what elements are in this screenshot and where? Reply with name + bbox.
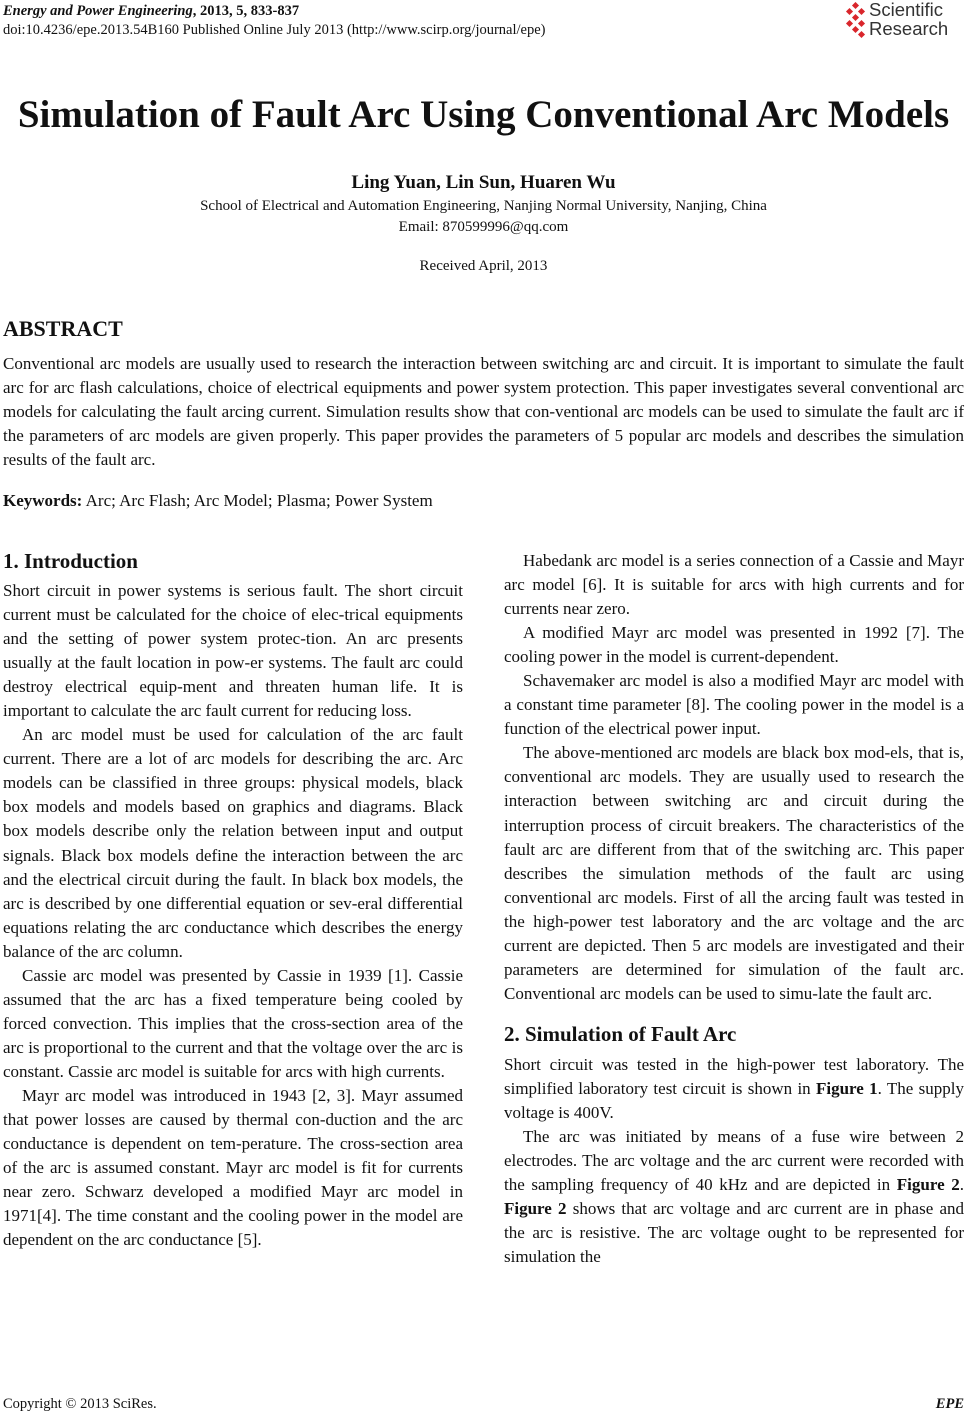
figure-1-reference[interactable]: Figure 1: [815, 1078, 878, 1098]
keywords: [3, 491, 433, 511]
paragraph: Mayr arc model was introduced in 1943 [2, 3]. Mayr assumed that power losses are caused by thermal con-duction and the arc conductance is dependent on tem-perature. The cross-section area of the arc is assumed constant. Mayr arc model is fit for currents near zero. Schwarz developed a modified Mayr arc model in 1971[4]. The time constant and the cooling power in the model are dependent on the arc conductance [5].: [3, 1085, 463, 1250]
logo-line-1: Scientific: [869, 0, 944, 20]
doi-line: doi:10.4236/epe.2013.54B160 Published Online July 2013 (http://www.scirp.org/journal/epe): [3, 22, 546, 38]
paragraph: [504, 1053, 964, 1125]
logo-text: [869, 0, 948, 38]
journal-name: Energy and Power Engineering: [3, 3, 193, 19]
logo-line-2: Research: [869, 18, 949, 39]
text-run: . The supply voltage is 400V.: [504, 1078, 964, 1122]
keywords-label: Keywords:: [3, 491, 83, 510]
publisher-logo: [845, 0, 965, 44]
affiliation-block: [0, 196, 967, 238]
paragraph: Short circuit in power systems is serious fault. The short circuit current must be calculated for the choice of elec-trical equipments and the setting of power system protec-tion. An arc presents usually at the fault location in pow-er systems. The fault arc could destroy electrical equip-ment and threaten human life. It is important to calculate the arc fault current for reducing loss.: [3, 581, 463, 721]
section-heading-simulation: 2. Simulation of Fault Arc: [504, 1021, 737, 1046]
paragraph: An arc model must be used for calculation of the arc fault current. There are a lot of arc models for describing the arc. Arc models can be classified in three groups: physical models, black box models and models based on graphics and diagrams. Black box models describe only the relation between input and output signals. Black box models define the interaction between the arc and the electrical circuit during the fault. In black box models, the arc is described by one differential equation or sev-eral differential equations relating the arc conductance which describes the energy balance of the arc column.: [3, 725, 463, 961]
paragraph: Schavemaker arc model is also a modified Mayr arc model with a constant time parameter [8]. The cooling power in the model is a function of the electrical power input.: [504, 671, 964, 739]
text-run: The arc was initiated by means of a fuse wire between 2 electrodes. The arc voltage and the arc current were recorded with the sampling frequency of 40 kHz and are depicted in: [504, 1127, 964, 1195]
figure-2-reference[interactable]: Figure 2: [504, 1199, 567, 1219]
running-header: [3, 2, 546, 40]
authors: Ling Yuan, Lin Sun, Huaren Wu: [351, 172, 616, 193]
journal-citation: [3, 2, 546, 21]
right-column: [504, 549, 964, 1269]
text-run: Short circuit was tested in the high-power test laboratory. The simplified laboratory test circuit is shown in: [504, 1054, 964, 1098]
text-run: .: [959, 1175, 964, 1195]
paragraph: The above-mentioned arc models are black box mod-els, that is, conventional arc models. They are usually used to research the interaction between switching arc and circuit during the interruption process of circuit breakers. The characteristics of the fault arc are different from that of the switching arc. This paper describes the simulation methods of the fault arc using conventional arc models. First of all the arcing fault was tested in the high-power test laboratory and the arc voltage and the arc current are depicted. Then 5 arc models are investigated and their parameters are determined for simulation of the fault arc. Conventional arc models can be used to simu-late the fault arc.: [504, 743, 964, 1003]
section-heading-introduction: 1. Introduction: [3, 549, 138, 573]
abstract-text: Conventional arc models are usually used to research the interaction between switching arc and circuit. It is important to simulate the fault arc for arc flash calculations, choice of electrical equipments and power system protection. This paper investigates several conventional arc models for calculating the fault arcing current. Simulation results show that con-ventional arc models can be used to simulate the fault arc if the parameters of arc models are given properly. This paper provides the parameters of 5 popular arc models and describes the simulation results of the fault arc.: [3, 354, 964, 469]
journal-volume-pages: , 2013, 5, 833-837: [192, 3, 300, 19]
figure-2-reference[interactable]: Figure 2: [896, 1175, 960, 1195]
paragraph: Habedank arc model is a series connection of a Cassie and Mayr arc model [6]. It is suitable for arcs with high currents and for currents near zero.: [504, 551, 964, 619]
keywords-list: Arc; Arc Flash; Arc Model; Plasma; Power System: [82, 491, 433, 510]
email: Email: 870599996@qq.com: [398, 219, 569, 235]
affiliation: School of Electrical and Automation Engineering, Nanjing Normal University, Nanjing, China: [200, 198, 767, 214]
paragraph: Cassie arc model was presented by Cassie in 1939 [1]. Cassie assumed that the arc has a fixed temperature being cooled by forced convection. This implies that the cross-section area of the arc is proportional to the current and that the voltage over the arc is constant. Cassie arc model is suitable for arcs with high currents.: [3, 965, 463, 1081]
abstract-heading: ABSTRACT: [3, 316, 123, 341]
paragraph: A modified Mayr arc model was presented in 1992 [7]. The cooling power in the model is current-dependent.: [504, 623, 964, 667]
text-run: shows that arc voltage and arc current are in phase and the arc is resistive. The arc voltage ought to be represented for simulation the: [504, 1199, 964, 1267]
paper-title: Simulation of Fault Arc Using Conventional Arc Models: [17, 93, 950, 136]
left-column: [3, 548, 463, 1252]
scientific-research-logo-icon: [845, 2, 867, 40]
received-date: Received April, 2013: [419, 258, 548, 274]
journal-abbreviation: EPE: [935, 1396, 964, 1412]
paragraph: [504, 1125, 964, 1269]
copyright-footer: Copyright © 2013 SciRes.: [3, 1396, 157, 1412]
